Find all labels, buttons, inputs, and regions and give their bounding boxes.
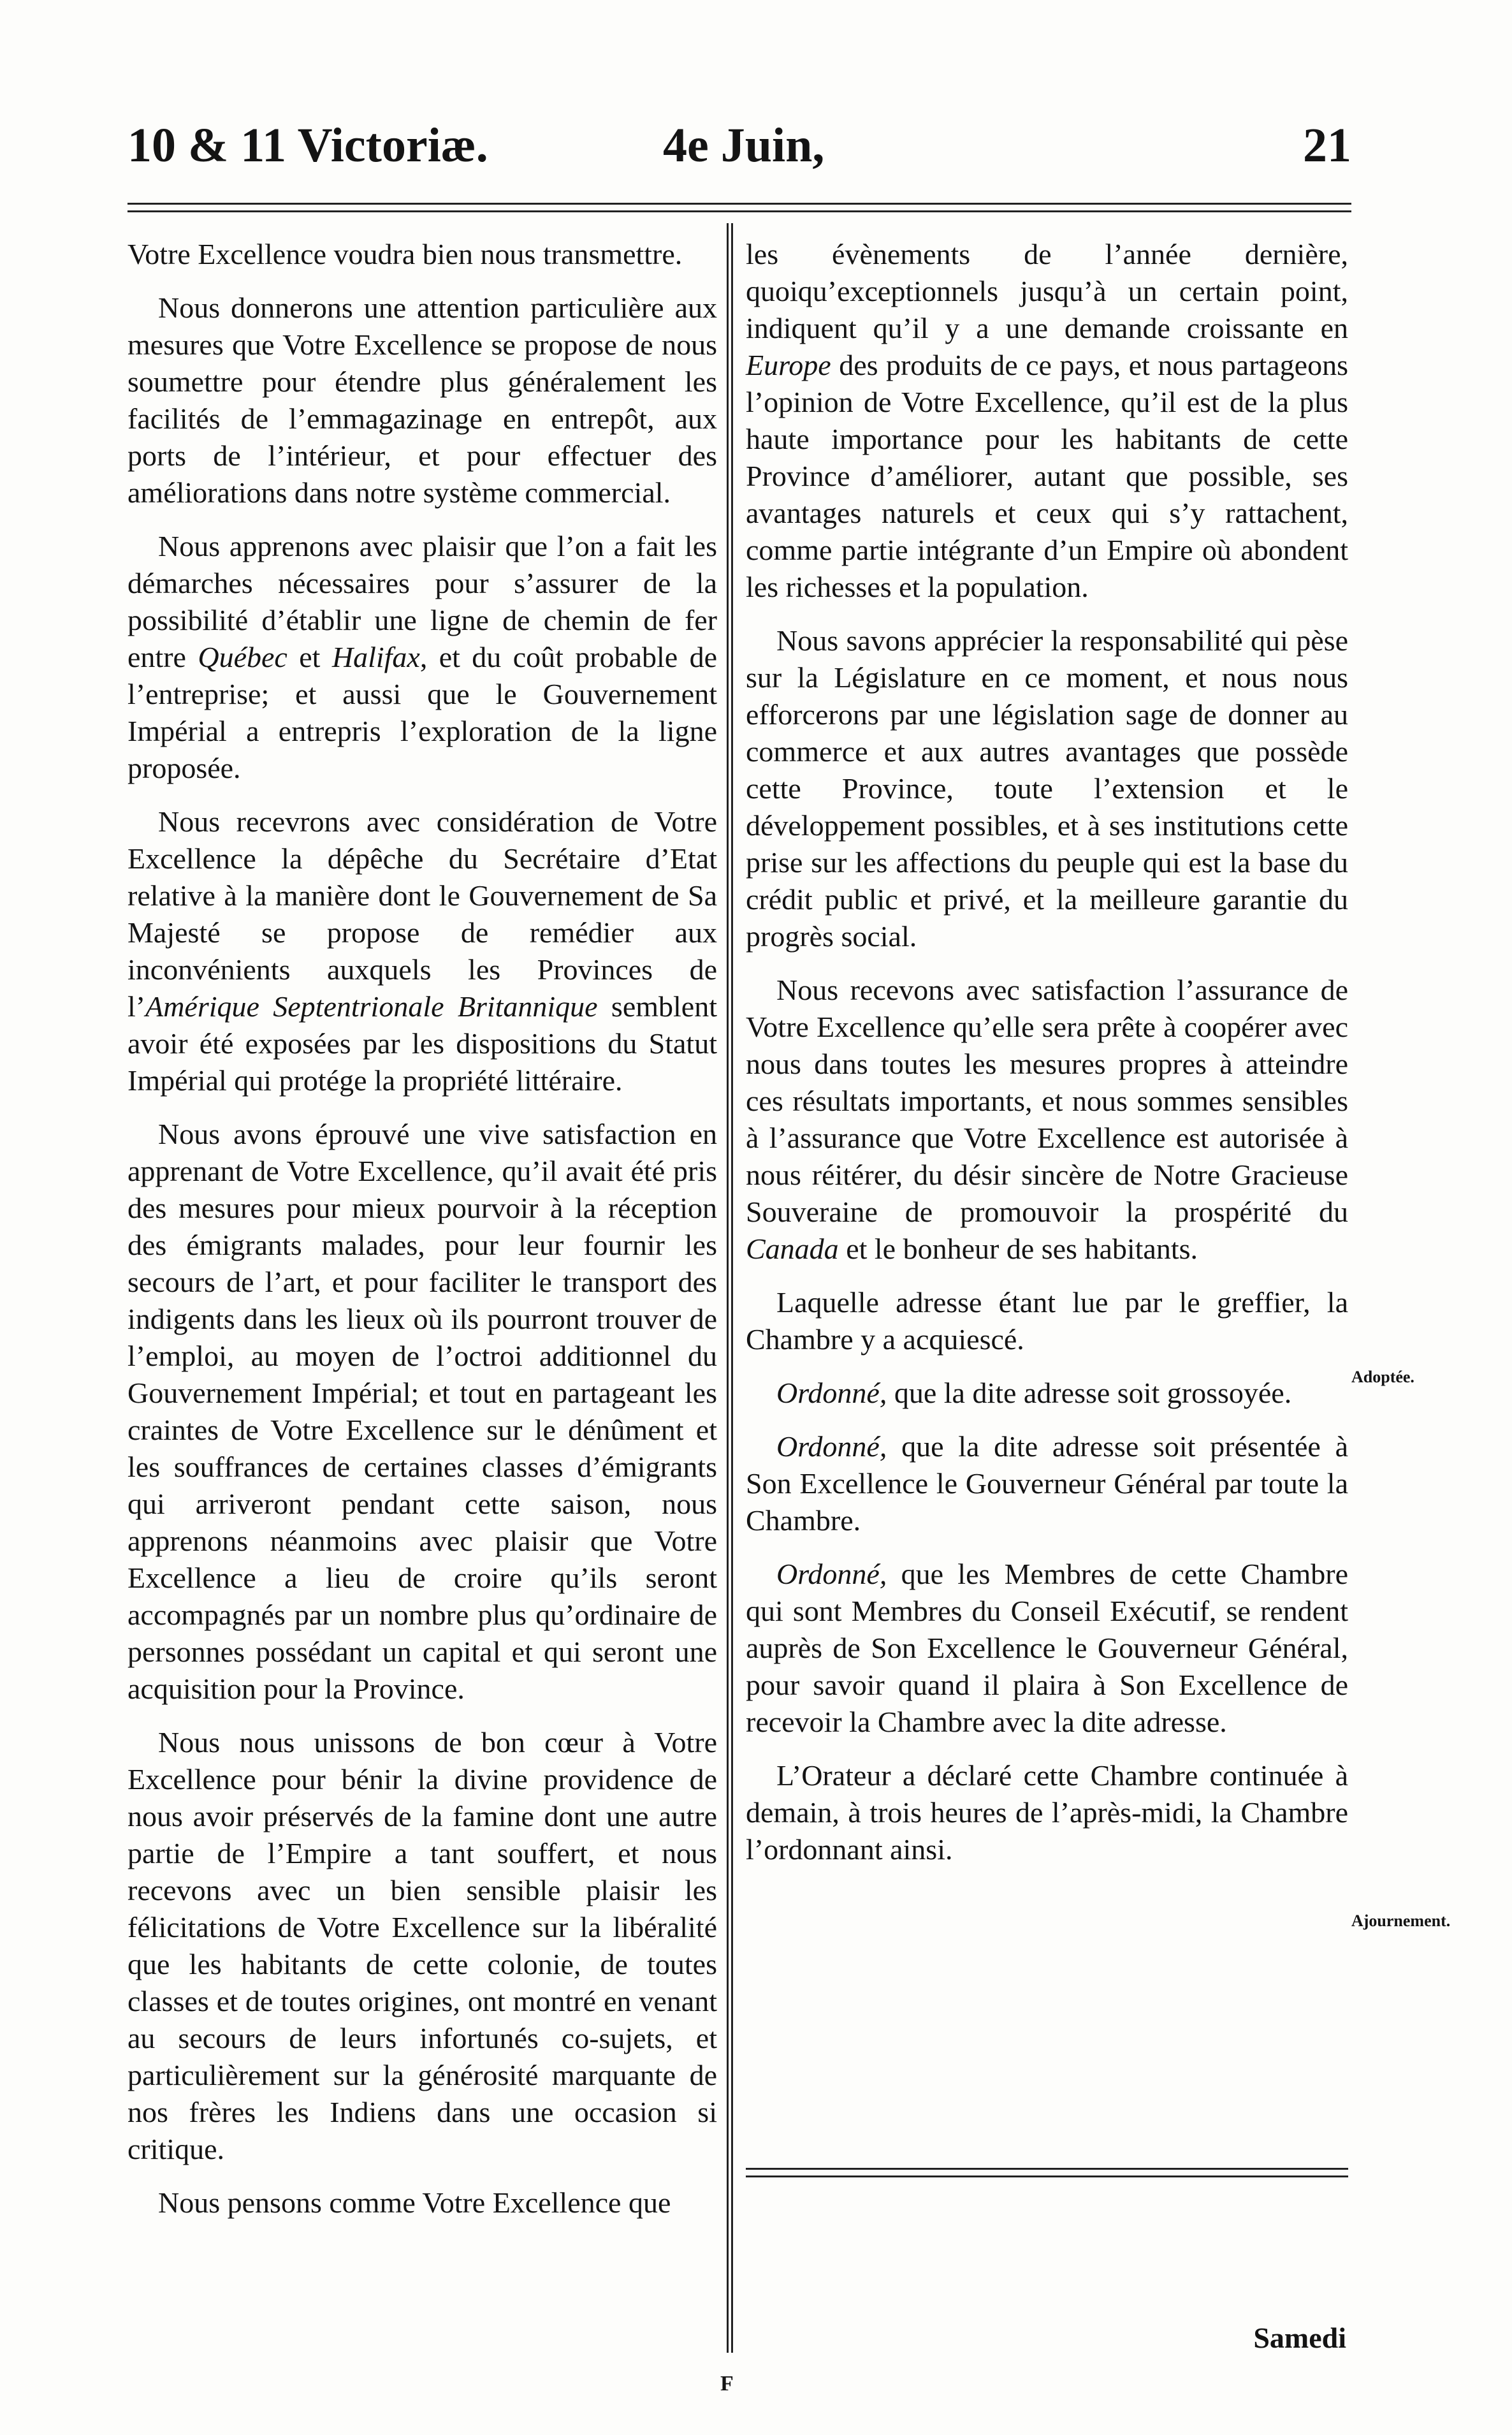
closing-rule-bottom bbox=[746, 2175, 1348, 2177]
paragraph: Votre Excellence voudra bien nous transmettre. bbox=[127, 238, 683, 270]
paragraph: Ordonné, que la dite adresse soit présentée à Son Excellence le Gouverneur Général par toute la Chambre. bbox=[746, 1430, 1348, 1537]
paragraph: Nous nous unissons de bon cœur à Votre Excellence pour bénir la divine providence de nous avoir préservés de la famine dont une autre partie de l’Empire a tant souffert, et nous recevons avec un bien sensible plaisir les félicitations de Votre Excellence sur la libéralité que les habitants de cette colonie, de toutes classes et de toutes origines, ont montré en venant au secours de leurs infortunés co-sujets, et particulièrement sur la générosité marquante de nos frères les Indiens dans une occasion si critique. bbox=[127, 1726, 717, 2165]
closing-rule-top bbox=[746, 2168, 1348, 2170]
page-number: 21 bbox=[1303, 119, 1351, 172]
paragraph: Nous apprenons avec plaisir que l’on a fait les démarches nécessaires pour s’assurer de la possibilité d’établir une ligne de chemin de fer entre Québec et Halifax, et du coût probable de l’entreprise; et aussi que le Gouvernement Impérial a entrepris l’exploration de la ligne proposée. bbox=[127, 530, 718, 784]
left-column bbox=[127, 236, 717, 2238]
header-rule-top bbox=[127, 203, 1351, 205]
place-name: Québec bbox=[198, 641, 287, 673]
place-name: Amérique Septentrionale Britannique bbox=[145, 990, 598, 1023]
column-divider bbox=[727, 223, 733, 2353]
header-date: 4e Juin, bbox=[663, 119, 825, 172]
paragraph: Nous savons apprécier la responsabilité qui pèse sur la Législature en ce moment, et nous nous efforcerons par une législation sage de donner au commerce et aux autres avantages que possède cette Province, toute l’extension et le développement possibles, et à ses institutions cette prise sur les affections du peuple qui est la base du crédit public et privé, et la meilleure garantie du progrès social. bbox=[746, 624, 1348, 953]
ordonne-label: Ordonné, bbox=[776, 1377, 887, 1409]
paragraph: Nous donnerons une attention particulière aux mesures que Votre Excellence se propose de nous soumettre pour étendre plus généralement les facilités de l’emmagazinage en entrepôt, aux ports de l’intérieur, et pour effectuer des améliorations dans notre système commercial. bbox=[127, 291, 717, 509]
margin-note-adoptee: Adoptée. bbox=[1351, 1368, 1414, 1386]
paragraph: Nous recevrons avec considération de Votre Excellence la dépêche du Secrétaire d’Etat relative à la manière dont le Gouvernement de Sa Majesté se propose de remédier aux inconvénients auxquels les Provinces de l’Amérique Septentrionale Britannique semblent avoir été exposées par les dispositions du Statut Impérial qui protége la propriété littéraire. bbox=[127, 805, 717, 1097]
catchword: Samedi bbox=[1253, 2322, 1346, 2354]
place-name: Canada bbox=[746, 1232, 839, 1265]
paragraph: L’Orateur a déclaré cette Chambre continuée à demain, à trois heures de l’après-midi, la Chambre l’ordonnant ainsi. bbox=[746, 1759, 1348, 1866]
right-column bbox=[746, 236, 1348, 1885]
margin-note-ajournement: Ajournement. bbox=[1351, 1912, 1451, 1930]
header-regnal-year: 10 & 11 Victoriæ. bbox=[127, 119, 488, 172]
paragraph: les évènements de l’année dernière, quoiqu’exceptionnels jusqu’à un certain point, indiquent qu’il y a une demande croissante en Europe des produits de ce pays, et nous partageons l’opinion de Votre Excellence, qu’il est de la plus haute importance pour les habitants de cette Province d’améliorer, autant que possible, ses avantages naturels et ceux qui s’y rattachent, comme partie intégrante d’un Empire où abondent les richesses et la population. bbox=[746, 238, 1348, 603]
running-header bbox=[127, 118, 1351, 182]
paragraph: Nous recevons avec satisfaction l’assurance de Votre Excellence qu’elle sera prête à coopérer avec nous dans toutes les mesures propres à atteindre ces résultats importants, et nous sommes sensibles à l’assurance que Votre Excellence est autorisée à nous réitérer, du désir sincère de Notre Gracieuse Souveraine de promouvoir la prospérité du Canada et le bonheur de ses habitants. bbox=[746, 974, 1348, 1265]
place-name: Halifax bbox=[331, 641, 420, 673]
paragraph: Nous pensons comme Votre Excellence que bbox=[158, 2186, 671, 2219]
ordonne-label: Ordonné, bbox=[776, 1430, 887, 1463]
ordonne-label: Ordonné, bbox=[776, 1558, 887, 1590]
place-name: Europe bbox=[746, 349, 831, 381]
header-rule-bottom bbox=[127, 210, 1351, 212]
paragraph: Ordonné, que les Membres de cette Chambre qui sont Membres du Conseil Exécutif, se rendent auprès de Son Excellence le Gouverneur Général, pour savoir quand il plaira à Son Excellence de recevoir la Chambre avec la dite adresse. bbox=[746, 1558, 1349, 1738]
paragraph: Laquelle adresse étant lue par le greffier, la Chambre y a acquiescé. bbox=[746, 1286, 1348, 1356]
paragraph: Ordonné, que la dite adresse soit grossoyée. bbox=[776, 1377, 1292, 1409]
paragraph: Nous avons éprouvé une vive satisfaction en apprenant de Votre Excellence, qu’il avait été pris des mesures pour mieux pourvoir à la réception des émigrants malades, pour leur fournir les secours de l’art, et pour faciliter le transport des indigents dans les lieux où ils pourront trouver de l’emploi, au moyen de l’octroi additionnel du Gouvernement Impérial; et tout en partageant les craintes de Votre Excellence sur le dénûment et les souffrances de certaines classes d’émigrants qui arriveront pendant cette saison, nous apprenons néanmoins avec plaisir que Votre Excellence a lieu de croire qu’ils seront accompagnés par un nombre plus qu’ordinaire de personnes possédant un capital et qui seront une acquisition pour la Province. bbox=[127, 1118, 717, 1705]
signature-mark: F bbox=[720, 2372, 734, 2395]
